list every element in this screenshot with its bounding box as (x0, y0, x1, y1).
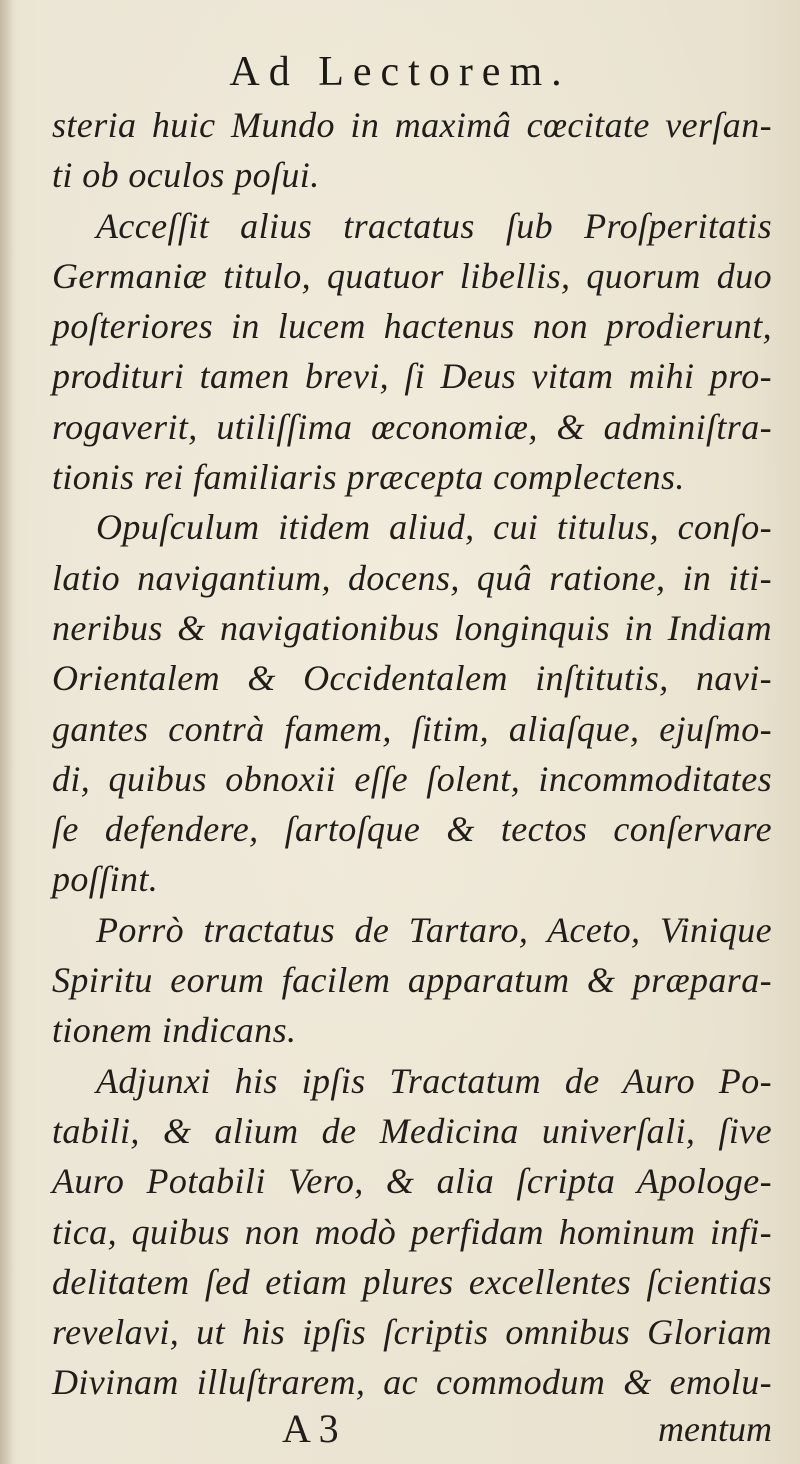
gutter-shadow (0, 0, 14, 1464)
text-line: tabili, & alium de Medicina univerſali, ſive (52, 1110, 772, 1151)
text-line: Adjunxi his ipſis Tractatum de Auro Po- (96, 1060, 772, 1101)
text-line: Auro Potabili Vero, & alia ſcripta Apologe- (52, 1161, 772, 1202)
text-block (52, 100, 772, 1408)
text-line: steria huic Mundo in maximâ cœcitate verſan- (52, 105, 772, 145)
text-line: gantes contrà famem, ſitim, aliaſque, ejuſmo- (52, 708, 772, 749)
text-line: Spiritu eorum facilem apparatum & præpara- (52, 960, 772, 1001)
page-footer (52, 1404, 772, 1454)
text-line: prodituri tamen brevi, ſi Deus vitam mihi pro- (52, 356, 772, 397)
text-line: Opuſculum itidem aliud, cui titulus, conſo- (96, 507, 772, 548)
text-line: Germaniæ titulo, quatuor libellis, quorum duo (52, 255, 772, 296)
text-line: tica, quibus non modò perfidam hominum infi- (52, 1211, 772, 1252)
text-line: latio navigantium, docens, quâ ratione, in iti- (52, 557, 772, 598)
text-line: poſſint. (52, 859, 159, 900)
text-line: rogaverit, utiliſſima œconomiæ, & adminiſtra- (52, 406, 772, 447)
text-line: revelavi, ut his ipſis ſcriptis omnibus Gloriam (52, 1312, 772, 1353)
text-line: di, quibus obnoxii eſſe ſolent, incommoditates (52, 758, 772, 799)
running-head: Ad Lectorem. (229, 49, 571, 95)
text-line: poſteriores in lucem hactenus non prodierunt, (52, 306, 772, 347)
text-line: Porrò tractatus de Tartaro, Aceto, Vinique (96, 909, 772, 950)
text-line: neribus & navigationibus longinquis in Indiam (52, 607, 772, 648)
catchword: mentum (658, 1409, 772, 1449)
text-line: delitatem ſed etiam plures excellentes ſcientias (52, 1261, 772, 1302)
text-line: Orientalem & Occidentalem inſtitutis, navi- (52, 658, 772, 699)
text-line: tionem indicans. (52, 1010, 297, 1051)
text-line: ti ob oculos poſui. (52, 155, 320, 196)
signature-mark: A 3 (282, 1406, 339, 1451)
text-line: Acceſſit alius tractatus ſub Proſperitatis (96, 205, 772, 246)
text-line: ſe defendere, ſartoſque & tectos conſervare (52, 809, 772, 850)
text-line: Divinam illuſtrarem, ac commodum & emolu- (52, 1362, 772, 1403)
text-line: tionis rei familiaris præcepta complectens. (52, 457, 685, 498)
